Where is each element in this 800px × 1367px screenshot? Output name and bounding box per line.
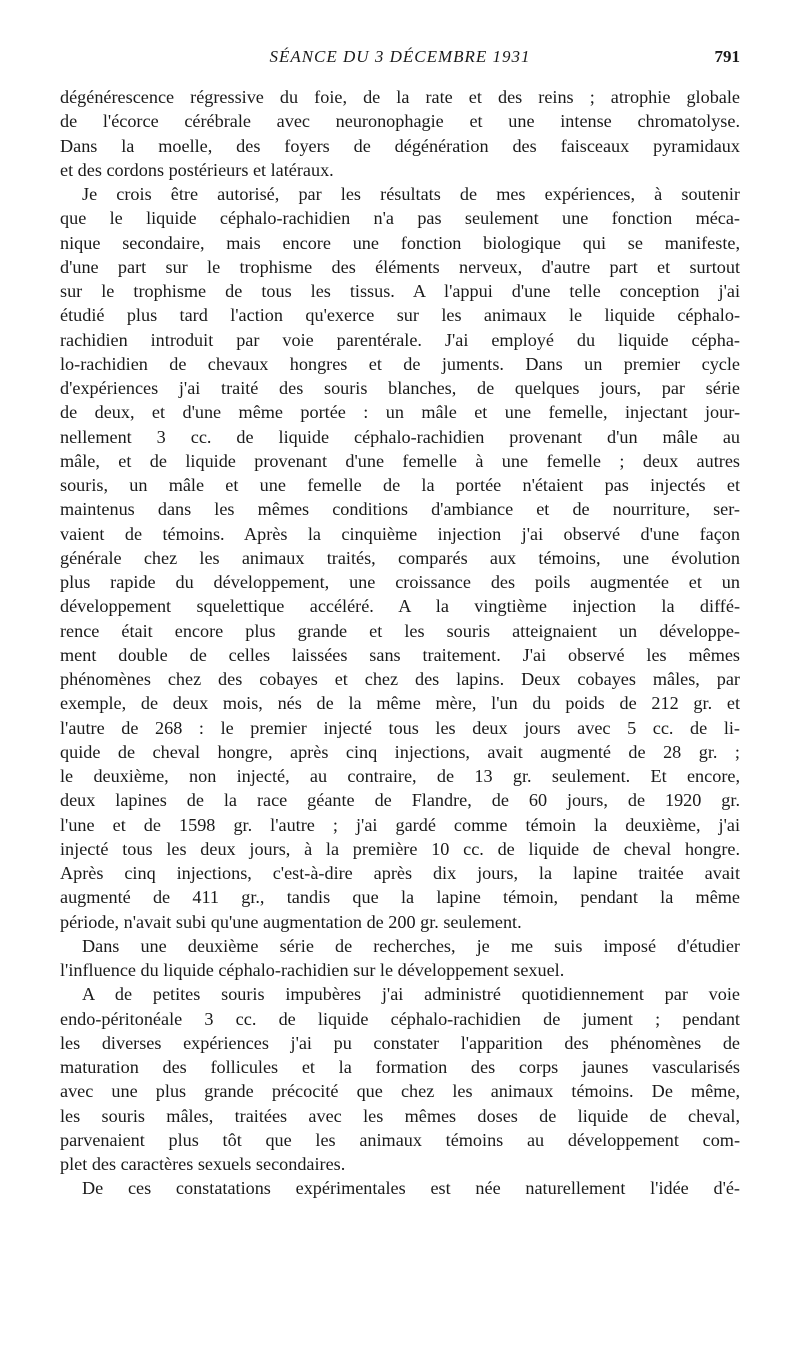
- text-line: souris, un mâle et une femelle de la portée n'étaient pas injectés et: [60, 475, 740, 495]
- text-line: sur le trophisme de tous les tissus. A l'appui d'une telle conception j'ai: [60, 281, 740, 301]
- text-line: de deux, et d'une même portée : un mâle et une femelle, injectant jour-: [60, 402, 740, 423]
- text-line: les souris mâles, traitées avec les mêmes doses de liquide de cheval,: [60, 1105, 740, 1126]
- text-line: maintenus dans les mêmes conditions d'ambiance et de nourriture, ser-: [60, 499, 740, 520]
- text-line: maturation des follicules et la formation des corps jaunes vascularisés: [60, 1057, 740, 1077]
- text-line: nique secondaire, mais encore une fonction biologique qui se manifeste,: [60, 232, 740, 253]
- text-line: Je crois être autorisé, par les résultats de mes expériences, à soutenir: [82, 184, 740, 204]
- page-header: [60, 47, 740, 73]
- text-line: ment double de celles laissées sans traitement. J'ai observé les mêmes: [60, 644, 740, 665]
- text-line: l'autre de 268 : le premier injecté tous les deux jours avec 5 cc. de li-: [60, 717, 740, 738]
- text-line: parvenaient plus tôt que les animaux témoins au développement com-: [60, 1129, 740, 1150]
- text-line: l'une et de 1598 gr. l'autre ; j'ai gardé comme témoin la deuxième, j'ai: [60, 814, 740, 835]
- body-text: [60, 85, 740, 1201]
- text-line: De ces constatations expérimentales est née naturellement l'idée d'é-: [82, 1178, 740, 1199]
- text-line: de l'écorce cérébrale avec neuronophagie et une intense chromatolyse.: [60, 111, 740, 132]
- text-line: rachidien introduit par voie parentérale. J'ai employé du liquide cépha-: [60, 329, 740, 350]
- text-line: avec une plus grande précocité que chez les animaux témoins. De même,: [60, 1081, 740, 1102]
- text-line: plet des caractères sexuels secondaires.: [60, 1154, 346, 1174]
- text-line: dégénérescence régressive du foie, de la rate et des reins ; atrophie globale: [60, 87, 740, 107]
- text-line: d'expériences j'ai traité des souris blanches, de quelques jours, par série: [60, 378, 740, 398]
- text-line: Dans une deuxième série de recherches, je me suis imposé d'étudier: [82, 935, 740, 956]
- text-line: nellement 3 cc. de liquide céphalo-rachidien provenant d'un mâle au: [60, 426, 740, 447]
- text-line: injecté tous les deux jours, à la première 10 cc. de liquide de cheval hongre.: [60, 838, 740, 859]
- text-line: deux lapines de la race géante de Flandre, de 60 jours, de 1920 gr.: [60, 790, 740, 811]
- text-line: Dans la moelle, des foyers de dégénération des faisceaux pyramidaux: [60, 135, 740, 156]
- text-line: l'influence du liquide céphalo-rachidien sur le développement sexuel.: [60, 960, 565, 980]
- text-line: d'une part sur le trophisme des éléments nerveux, d'autre part et surtout: [60, 256, 740, 277]
- text-line: endo-péritonéale 3 cc. de liquide céphalo-rachidien de jument ; pendant: [60, 1008, 740, 1029]
- running-title: SÉANCE DU 3 DÉCEMBRE 1931: [269, 47, 531, 66]
- text-line: lo-rachidien de chevaux hongres et de juments. Dans un premier cycle: [60, 353, 740, 374]
- text-line: augmenté de 411 gr., tandis que la lapine témoin, pendant la même: [60, 887, 740, 908]
- text-line: quide de cheval hongre, après cinq injections, avait augmenté de 28 gr. ;: [60, 741, 740, 762]
- page-number: 791: [714, 47, 740, 66]
- text-line: le deuxième, non injecté, au contraire, de 13 gr. seulement. Et encore,: [60, 766, 740, 786]
- text-line: que le liquide céphalo-rachidien n'a pas seulement une fonction méca-: [60, 208, 740, 229]
- text-line: générale chez les animaux traités, comparés aux témoins, une évolution: [60, 547, 740, 568]
- text-line: mâle, et de liquide provenant d'une femelle à une femelle ; deux autres: [60, 450, 740, 471]
- text-line: A de petites souris impubères j'ai administré quotidiennement par voie: [82, 984, 740, 1005]
- text-line: Après cinq injections, c'est-à-dire après dix jours, la lapine traitée avait: [60, 863, 740, 883]
- text-line: vaient de témoins. Après la cinquième injection j'ai observé d'une façon: [60, 523, 740, 544]
- text-line: période, n'avait subi qu'une augmentation de 200 gr. seulement.: [60, 911, 522, 932]
- text-line: étudié plus tard l'action qu'exerce sur les animaux le liquide céphalo-: [60, 305, 740, 326]
- text-line: rence était encore plus grande et les souris atteignaient un développe-: [60, 620, 740, 641]
- text-line: les diverses expériences j'ai pu constater l'apparition des phénomènes de: [60, 1032, 740, 1053]
- text-line: exemple, de deux mois, nés de la même mère, l'un du poids de 212 gr. et: [60, 693, 740, 714]
- text-line: développement squelettique accéléré. A la vingtième injection la diffé-: [60, 596, 740, 617]
- text-line: et des cordons postérieurs et latéraux.: [60, 159, 334, 180]
- text-line: phénomènes chez des cobayes et chez des lapins. Deux cobayes mâles, par: [60, 669, 740, 689]
- text-line: plus rapide du développement, une croissance des poils augmentée et un: [60, 572, 740, 592]
